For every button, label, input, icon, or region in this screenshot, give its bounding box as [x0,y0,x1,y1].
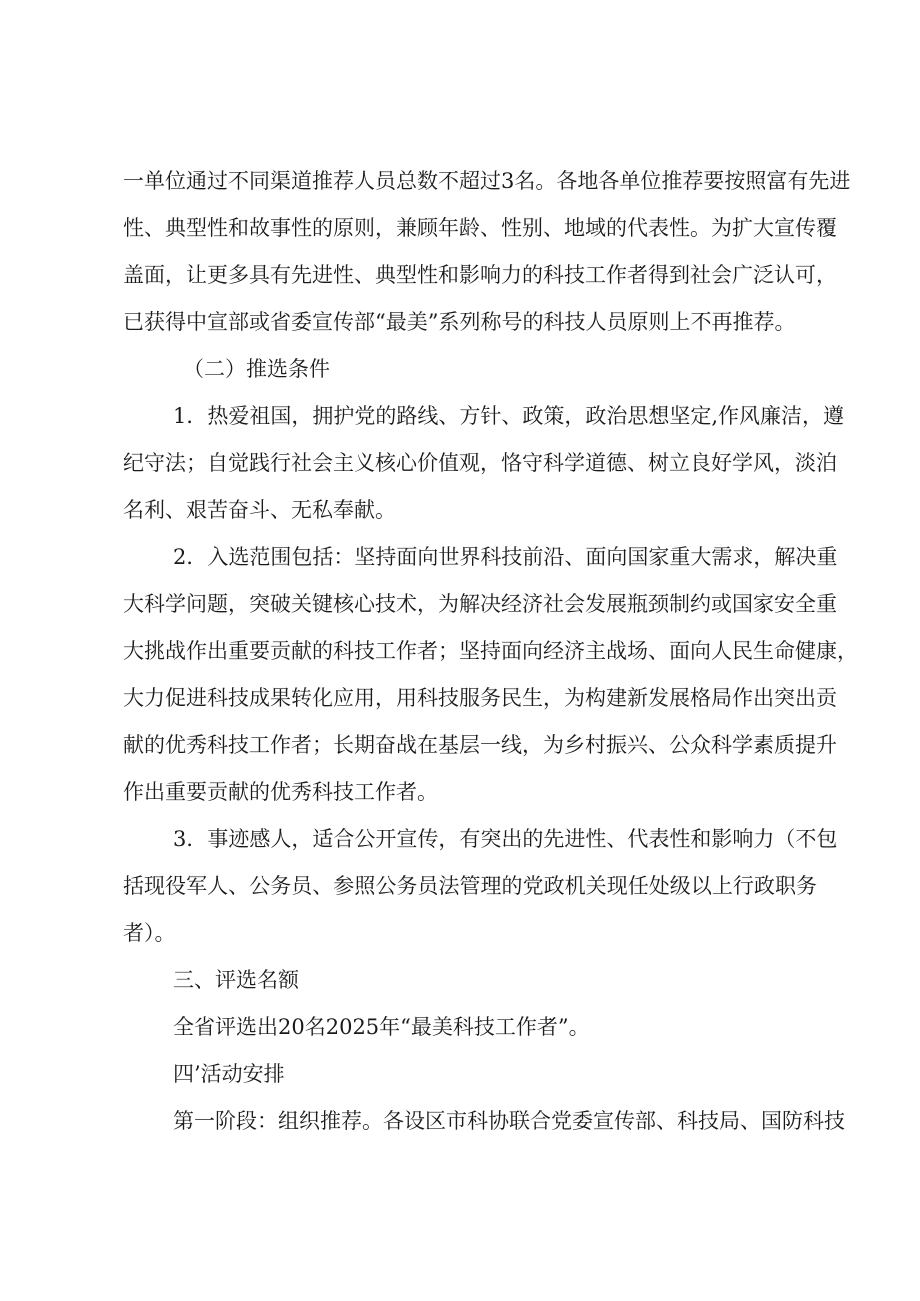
condition-item-2-line-5: 献的优秀科技工作者；长期奋战在基层一线，为乡村振兴、公众科学素质提升 [123,733,837,757]
condition-item-2-line-4: 大力促进科技成果转化应用，用科技服务民生，为构建新发展格局作出突出贡 [123,686,837,710]
paragraph-1-line-2: 性、典型性和故事性的原则，兼顾年龄、性别、地域的代表性。为扩大宣传覆 [123,216,837,240]
paragraph-1-line-4: 已获得中宣部或省委宣传部“最美”系列称号的科技人员原则上不再推荐。 [123,310,796,334]
condition-item-2-line-6: 作出重要贡献的优秀科技工作者。 [123,780,438,804]
condition-item-2-line-3: 大挑战作出重要贡献的科技工作者；坚持面向经济主战场、面向人民生命健康， [123,639,858,663]
section-heading-quota: 三、评选名额 [173,968,299,992]
section-heading-conditions: （二）推选条件 [183,357,330,381]
condition-item-3-line-1: 3．事迹感人，适合公开宣传，有突出的先进性、代表性和影响力（不包 [173,827,838,851]
condition-item-1-line-3: 名利、艰苦奋斗、无私奉献。 [123,498,396,522]
condition-item-3-line-2: 括现役军人、公务员、参照公务员法管理的党政机关现任处级以上行政职务 [123,874,817,898]
paragraph-1-line-1: 一单位通过不同渠道推荐人员总数不超过3名。各地各单位推荐要按照富有先进 [123,169,851,193]
condition-item-2-line-2: 大科学问题，突破关键核心技术，为解决经济社会发展瓶颈制约或国家安全重 [123,592,837,616]
condition-item-1-line-2: 纪守法；自觉践行社会主义核心价值观，恪守科学道德、树立良好学风，淡泊 [123,451,837,475]
quota-paragraph: 全省评选出20名2025年“最美科技工作者”。 [173,1015,590,1039]
condition-item-1-line-1: 1．热爱祖国，拥护党的路线、方针、政策，政治思想坚定,作风廉洁，遵 [173,404,845,428]
condition-item-3-line-3: 者）。 [123,921,176,945]
section-heading-schedule: 四’活动安排 [173,1062,285,1086]
paragraph-1-line-3: 盖面，让更多具有先进性、典型性和影响力的科技工作者得到社会广泛认可， [123,263,837,287]
condition-item-2-line-1: 2．入选范围包括：坚持面向世界科技前沿、面向国家重大需求，解决重 [173,545,838,569]
stage-1-line-1: 第一阶段：组织推荐。各设区市科协联合党委宣传部、科技局、国防科技 [173,1109,845,1133]
